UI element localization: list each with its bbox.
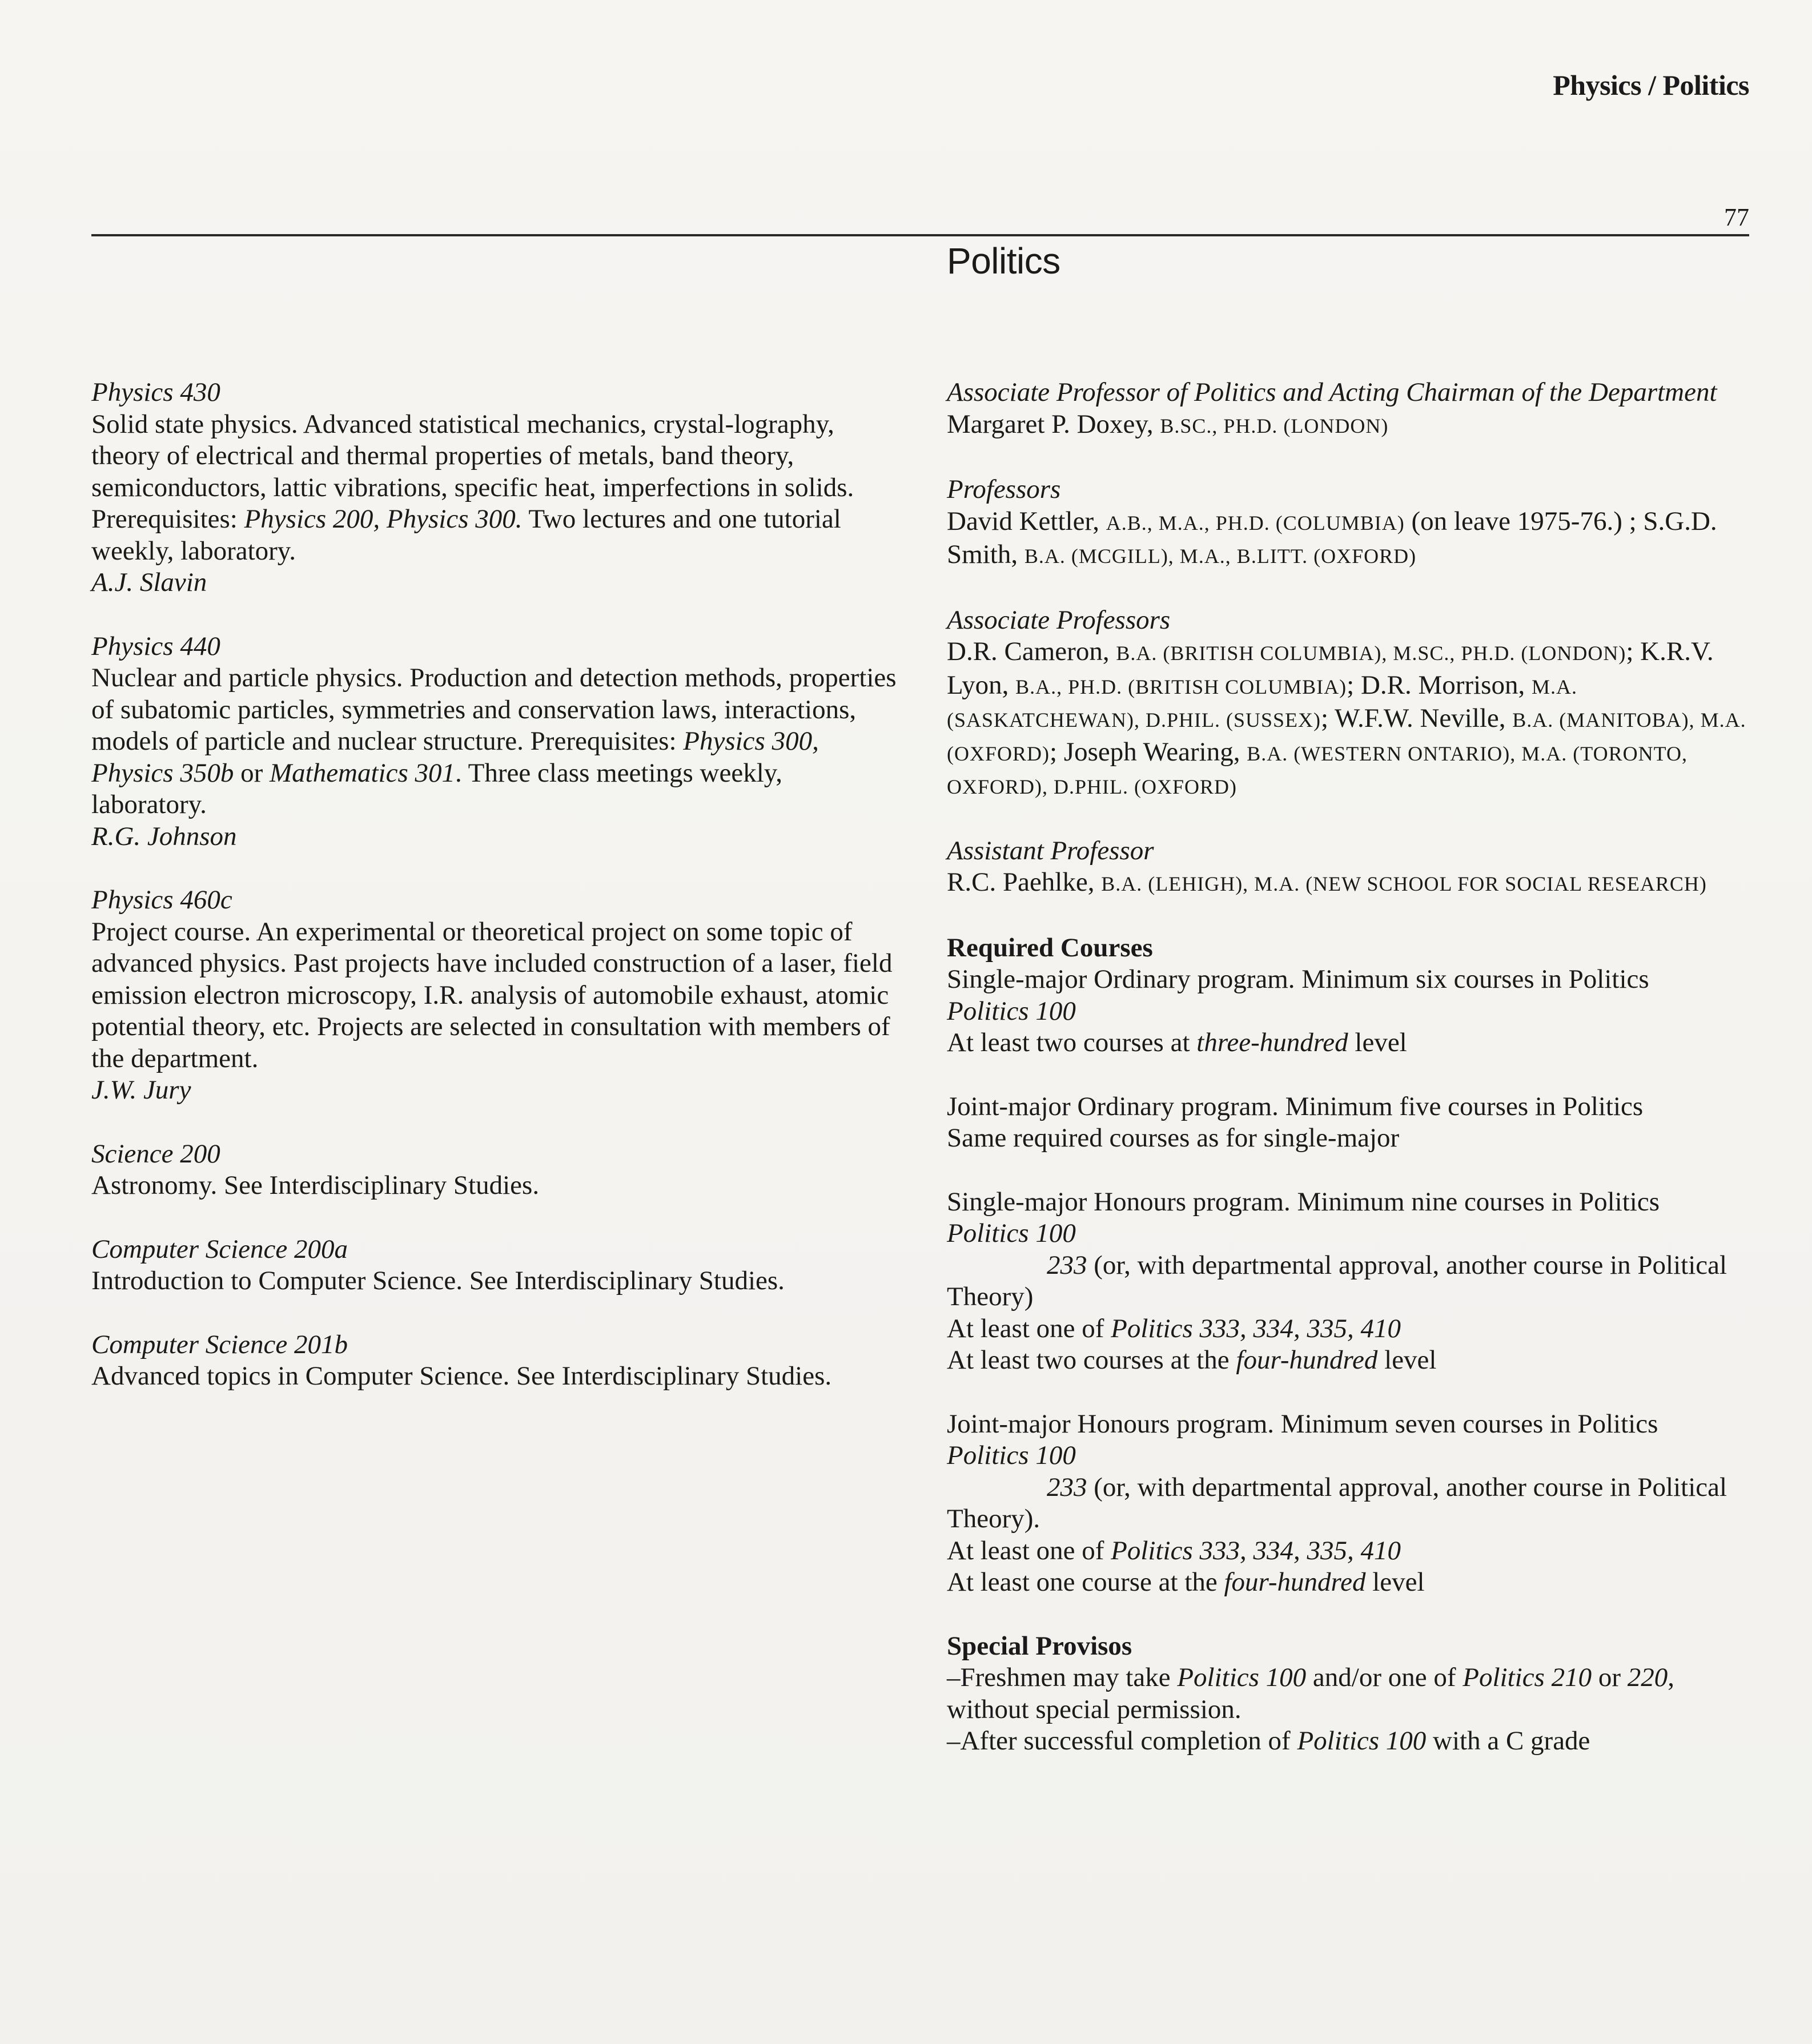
- course-description: Astronomy. See Interdisciplinary Studies.: [91, 1170, 540, 1200]
- faculty-rank: Assistant Professor: [947, 835, 1154, 866]
- course-description: Nuclear and particle physics. Production and detection methods, properties of subatomic particles, symmetries and conservation laws, interactions, models of particle and nuclear structure. Prerequisites: Physics 300, Physics 350b or Mathematics 301. Three class meetings weekly, laboratory.: [91, 663, 897, 819]
- required-single-honours: [947, 1186, 1758, 1377]
- faculty-assistant-professor: [947, 835, 1758, 900]
- proviso-item: –Freshmen may take Politics 100 and/or one of Politics 210 or 220, without special permission.: [947, 1663, 1674, 1724]
- requirement-line: Same required courses as for single-major: [947, 1123, 1400, 1153]
- faculty-rank: Associate Professors: [947, 605, 1171, 635]
- section-title: Politics: [947, 240, 1060, 281]
- requirement-line: At least one of Politics 333, 334, 335, 410: [947, 1535, 1401, 1566]
- course-description: Advanced topics in Computer Science. See Interdisciplinary Studies.: [91, 1361, 832, 1391]
- course-description: Project course. An experimental or theoretical project on some topic of advanced physics. Past projects have included construction of a laser, field emission electron microscopy, I.R. analysis of automobile exhaust, atomic potential theory, etc. Projects are selected in consultation with members of the department.: [91, 916, 893, 1073]
- course-title: Physics 430: [91, 377, 220, 407]
- faculty-member: David Kettler, A.B., M.A., PH.D. (COLUMBIA) (on leave 1975-76.) ; S.G.D. Smith, B.A. (MCGILL), M.A., B.LITT. (OXFORD): [947, 506, 1717, 569]
- faculty-member: R.C. Paehlke, B.A. (LEHIGH), M.A. (NEW SCHOOL FOR SOCIAL RESEARCH): [947, 867, 1707, 897]
- special-provisos-heading: Special Provisos: [947, 1631, 1132, 1661]
- program-description: Joint-major Ordinary program. Minimum five courses in Politics: [947, 1091, 1644, 1121]
- faculty-professors: [947, 474, 1758, 573]
- page-number: 77: [1724, 203, 1749, 231]
- faculty-rank: Associate Professor of Politics and Acting Chairman of the Department: [947, 377, 1717, 407]
- program-description: Single-major Honours program. Minimum nine courses in Politics: [947, 1186, 1660, 1217]
- program-description: Single-major Ordinary program. Minimum six courses in Politics: [947, 964, 1649, 994]
- course-ref: Politics 100: [947, 1218, 1076, 1248]
- course-instructor: A.J. Slavin: [91, 568, 207, 597]
- required-courses-heading: Required Courses: [947, 932, 1153, 963]
- course-ref: Politics 100: [947, 996, 1076, 1026]
- required-joint-honours: [947, 1409, 1758, 1599]
- required-single-ordinary: [947, 932, 1758, 1059]
- faculty-associate-professors: [947, 605, 1758, 803]
- course-entry: [91, 631, 902, 853]
- right-column: [947, 377, 1758, 1789]
- course-entry: [91, 1138, 902, 1202]
- header-rule: [91, 234, 1749, 236]
- course-title: Physics 460c: [91, 885, 232, 915]
- course-entry: [91, 377, 902, 599]
- required-joint-ordinary: [947, 1091, 1758, 1154]
- proviso-item: –After successful completion of Politics 100 with a C grade: [947, 1726, 1590, 1756]
- course-instructor: J.W. Jury: [91, 1075, 191, 1105]
- requirement-line: At least two courses at three-hundred level: [947, 1028, 1407, 1057]
- course-entry: [91, 1329, 902, 1393]
- requirement-line: At least one course at the four-hundred level: [947, 1567, 1425, 1597]
- requirement-line: At least one of Politics 333, 334, 335, 410: [947, 1313, 1401, 1343]
- special-provisos: [947, 1631, 1758, 1757]
- course-description: Solid state physics. Advanced statistical mechanics, crystal-lography, theory of electrical and thermal properties of metals, band theory, semiconductors, lattic vibrations, specific heat, imperfections in solids. Prerequisites: Physics 200, Physics 300. Two lectures and one tutorial weekly, laboratory.: [91, 409, 854, 566]
- left-column: [91, 377, 902, 1425]
- running-header: Physics / Politics: [1553, 69, 1749, 101]
- requirement-line: 233 (or, with departmental approval, another course in Political Theory): [947, 1250, 1727, 1311]
- course-title: Science 200: [91, 1138, 220, 1169]
- requirement-line: 233 (or, with departmental approval, another course in Political Theory).: [947, 1472, 1727, 1534]
- course-title: Physics 440: [91, 631, 220, 661]
- course-title: Computer Science 201b: [91, 1329, 348, 1359]
- faculty-member: D.R. Cameron, B.A. (BRITISH COLUMBIA), M.SC., PH.D. (LONDON); K.R.V. Lyon, B.A., PH.D. (BRITISH COLUMBIA); D.R. Morrison, M.A. (SASKATCHEWAN), D.PHIL. (SUSSEX); W.F.W. Neville, B.A. (MANITOBA), M.A. (OXFORD); Joseph Wearing, B.A. (WESTERN ONTARIO), M.A. (TORONTO, OXFORD), D.PHIL. (OXFORD): [947, 637, 1746, 798]
- requirement-line: At least two courses at the four-hundred level: [947, 1345, 1437, 1375]
- faculty-member: Margaret P. Doxey, B.SC., PH.D. (LONDON): [947, 409, 1389, 439]
- course-instructor: R.G. Johnson: [91, 821, 237, 851]
- course-title: Computer Science 200a: [91, 1234, 348, 1264]
- course-entry: [91, 1234, 902, 1297]
- course-description: Introduction to Computer Science. See Interdisciplinary Studies.: [91, 1266, 785, 1295]
- faculty-rank: Professors: [947, 474, 1061, 504]
- course-ref: Politics 100: [947, 1441, 1076, 1470]
- faculty-acting-chair: [947, 377, 1758, 442]
- course-entry: [91, 884, 902, 1107]
- program-description: Joint-major Honours program. Minimum seven courses in Politics: [947, 1409, 1658, 1439]
